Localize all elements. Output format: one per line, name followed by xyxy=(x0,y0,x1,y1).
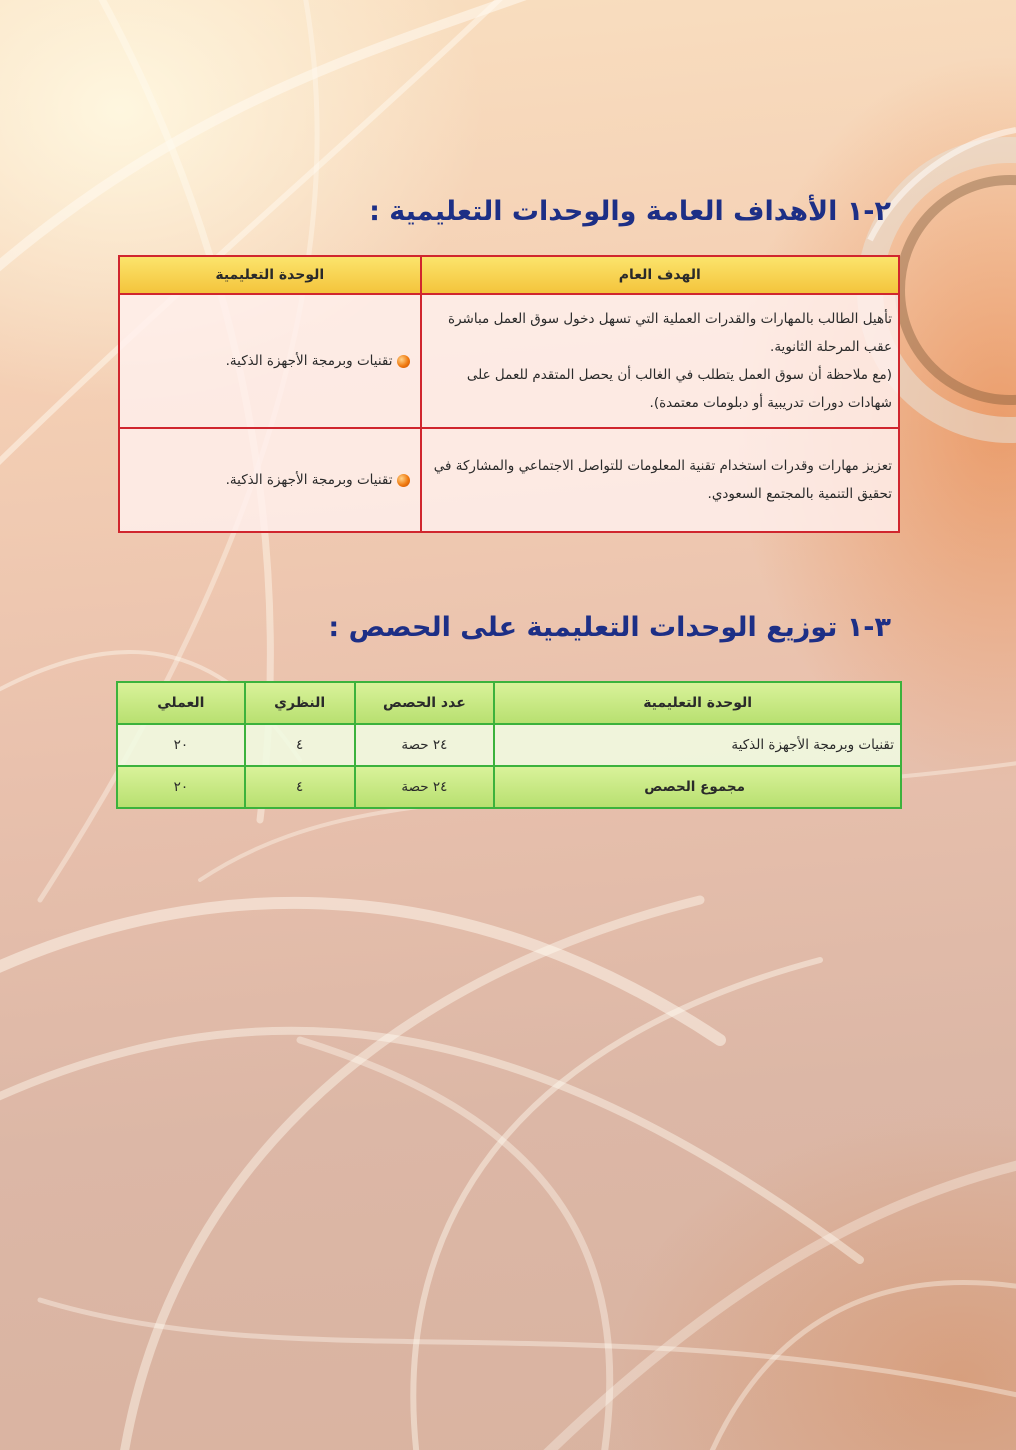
section-heading-objectives xyxy=(369,196,891,227)
unit-text: تقنيات وبرمجة الأجهزة الذكية. xyxy=(225,353,393,369)
unit-cell: تقنيات وبرمجة الأجهزة الذكية xyxy=(494,724,901,766)
section-title: توزيع الوحدات التعليمية على الحصص : xyxy=(328,612,838,643)
unit-text: تقنيات وبرمجة الأجهزة الذكية. xyxy=(225,472,393,488)
section-title: الأهداف العامة والوحدات التعليمية : xyxy=(369,196,838,227)
total-theory: ٤ xyxy=(245,766,355,808)
goal-cell xyxy=(421,428,900,532)
goal-cell xyxy=(421,294,900,428)
sessions-cell: ٢٤ حصة xyxy=(355,724,495,766)
header-goal: الهدف العام xyxy=(421,256,900,294)
distribution-table xyxy=(116,681,902,809)
section-number: ٢-١ xyxy=(846,196,891,227)
table-row xyxy=(119,428,899,532)
theory-cell: ٤ xyxy=(245,724,355,766)
unit-cell xyxy=(119,428,421,532)
total-practical: ٢٠ xyxy=(117,766,245,808)
bullet-icon xyxy=(397,474,410,487)
header-practical: العملي xyxy=(117,682,245,724)
header-theory: النظري xyxy=(245,682,355,724)
section-number: ٣-١ xyxy=(846,612,891,643)
unit-cell xyxy=(119,294,421,428)
total-sessions: ٢٤ حصة xyxy=(355,766,495,808)
table-row xyxy=(117,724,901,766)
total-label: مجموع الحصص xyxy=(494,766,901,808)
objectives-table xyxy=(118,255,900,533)
table-row xyxy=(119,294,899,428)
section-heading-distribution xyxy=(328,612,891,643)
table-header-row xyxy=(117,682,901,724)
practical-cell: ٢٠ xyxy=(117,724,245,766)
table-header-row xyxy=(119,256,899,294)
header-unit: الوحدة التعليمية xyxy=(494,682,901,724)
goal-note: (مع ملاحظة أن سوق العمل يتطلب في الغالب أن يحصل المتقدم للعمل على شهادات دورات تدريبية أو دبلومات معتمدة). xyxy=(466,367,892,411)
header-unit: الوحدة التعليمية xyxy=(119,256,421,294)
total-row xyxy=(117,766,901,808)
header-sessions: عدد الحصص xyxy=(355,682,495,724)
bullet-icon xyxy=(397,355,410,368)
goal-text: تأهيل الطالب بالمهارات والقدرات العملية التي تسهل دخول سوق العمل مباشرة عقب المرحلة الثانوية. xyxy=(448,311,892,355)
goal-text: تعزيز مهارات وقدرات استخدام تقنية المعلومات للتواصل الاجتماعي والمشاركة في تحقيق التنمية بالمجتمع السعودي. xyxy=(433,458,892,502)
